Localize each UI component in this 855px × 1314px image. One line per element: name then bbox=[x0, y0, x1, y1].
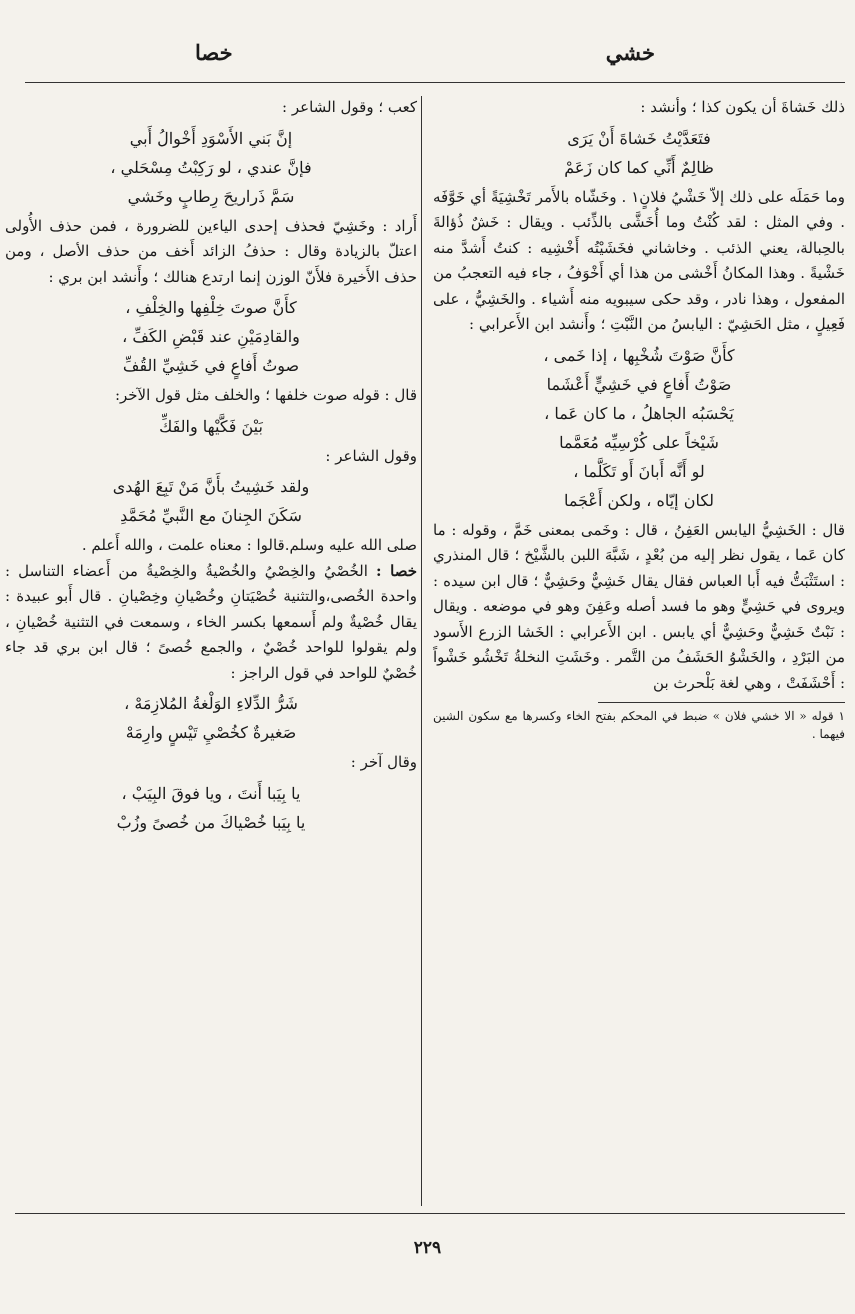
left-verse-1 bbox=[5, 124, 417, 211]
left-paragraph-5: صلى الله عليه وسلم.قالوا : معناه علمت ، والله أَعلم . bbox=[81, 536, 417, 554]
left-column bbox=[5, 95, 417, 840]
verse-line: فتَعَدَّيْتُ خَشاةَ أَنْ يَرَى bbox=[567, 128, 711, 148]
left-header-word: خصا bbox=[195, 40, 233, 65]
verse-line: يا بِيَبا أَنتَ ، ويا فوقَ البِيَبْ ، bbox=[121, 783, 301, 803]
right-column bbox=[433, 95, 845, 743]
page-number: ٢٢٩ bbox=[413, 1238, 442, 1258]
header-rule bbox=[25, 82, 845, 83]
left-paragraph-7: وقال آخر : bbox=[350, 753, 417, 771]
footnote: ١ قوله « الا خشي فلان » ضبط في المحكم بفتح الخاء وكسرها مع سكون الشين فيهما . bbox=[433, 709, 845, 741]
verse-line: كأَنَّ صوتَ خِلْفِها والخِلْفِ ، bbox=[125, 298, 297, 317]
right-verse-1 bbox=[433, 124, 845, 182]
left-paragraph-2: أَراد : وخَشِيّ فحذف إحدى الياءين للضرورة ، فمن حذف الأُولى اعتلّ بالزيادة وقال : حذفُ الزائد أَخف من حذف الأصل ، ومن حذف الأَخيرة فلأَنّ الوزن إنما ارتدع هنالك ؛ وأَنشد ابن بري : bbox=[5, 216, 417, 286]
footnote-rule bbox=[598, 702, 845, 703]
footer-rule bbox=[15, 1213, 845, 1214]
left-paragraph-4: وقول الشاعر : bbox=[325, 446, 417, 465]
left-paragraph-1: كعب ؛ وقول الشاعر : bbox=[282, 98, 417, 116]
right-paragraph-3: قال : الخَشِيُّ اليابس العَفِنُ ، قال : وخَمى بمعنى خَمَّ ، وقوله : ما كان عَما ، يقول نظر إليه من بُعْدٍ ، شَبَّهَ اللبن بالشَّيْخ ؛ قال المنذري : استَثْبَتُّ فيه أَبا العباس فقال يقال خَشِيٌّ وحَشِيٌّ ؛ قال ابن سيده : ويروى في حَشِيٍّ وهو ما فسد أصله وعَفِنَ وهو في موضعه . ويقال : نَبْتٌ خَشِيٌّ وحَشِيٌّ أي يابس . ابن الأَعرابي : الخَشا الزرع الأَسود من البَرْدِ ، والخَشْوُ الحَشَفُ من التَّمر . وخَشَتِ النخلةُ تَخْشُو خَشْواً : أَحْشَفَتْ ، وهي لغة بَلْحرث بن bbox=[433, 520, 845, 692]
left-verse-5 bbox=[5, 689, 417, 747]
entry-text: الخُصْيُ والخِصْيُ والخُصْيةُ والخِصْيةُ من أَعضاء التناسل : واحدة الخُصى،والتثنية خُصْيَتانِ وخُصْيانِ وخِصْيانِ . قال أَبو عبيدة : يقال خُصْيةٌ ولم أَسمعها بكسر الخاء ، وسمعت في التثنية خُصْيانِ ، ولم يقولوا للواحد خُصْيٌ ، والجمع خُصىً ؛ قال ابن بري قد جاء خُصْيٌ للواحد في قول الراجز : bbox=[5, 561, 417, 682]
verse-line: شَيْخاً على كُرْسِيِّه مُعَمَّما bbox=[559, 432, 719, 452]
verse-line: والقادِمَيْنِ عند قَبْضِ الكَفِّ ، bbox=[122, 327, 300, 346]
entry-khasa bbox=[5, 559, 417, 687]
left-verse-6 bbox=[5, 779, 417, 837]
verse-line: يا بِيَبا خُصْياكَ من خُصىً وزُبْ bbox=[116, 812, 306, 832]
verse-line: صوتُ أَفاعٍ في خَشِيِّ القُفِّ bbox=[122, 356, 300, 375]
left-verse-3 bbox=[5, 412, 417, 441]
verse-line: لكان إيّاه ، ولكن أَعْجَما bbox=[563, 490, 715, 510]
verse-line: ولقد خَشِيتُ بأَنَّ مَنْ تَبِعَ الهُدى bbox=[112, 477, 310, 496]
verse-line: صَغيرةٌ كخُصْيِ تَيْسٍ وارِمَهْ bbox=[125, 723, 297, 742]
left-verse-2 bbox=[5, 293, 417, 380]
entry-headword: خصا : bbox=[376, 561, 417, 580]
verse-line: شَرُّ الدِّلاءِ الوَلْغةُ المُلازِمَهْ ، bbox=[124, 694, 298, 713]
verse-line: سَكَنَ الجِنانَ مع النَّبيِّ مُحَمَّدِ bbox=[120, 506, 302, 525]
left-verse-4 bbox=[5, 472, 417, 530]
verse-line: لو أَنَّه أَبانَ أَو تَكَلَّما ، bbox=[573, 461, 705, 481]
right-paragraph-2: وما حَمَلَه على ذلك إلاّ خَشْيُ فلانٍ١ . وخَشّاه بالأَمر تَخْشِيَةً أي خَوَّفَه . وفي المثل : لقد كُنْتُ وما أُخَشَّى بالذِّئب . ويقال : خَشٌ ذُؤالةَ بالحِبالة، يعني الذئب . وخاشاني فخَشَيْتُه أَخْشِيه : كنتُ أَشدَّ منه خَشْيةً . وهذا المكانُ أَخْشى من هذا أي أَخْوَفُ ، جاء فيه التعجبُ من المفعول ، وهذا نادر ، وقد حكى سيبويه منه أَشياء . والخَشِيُّ ، على فَعِيلٍ ، مثل الحَشِيّ : اليابسُ من النَّبْتِ ؛ وأَنشد ابن الأَعرابي : bbox=[433, 187, 845, 333]
verse-line: صَوْتُ أَفاعٍ في خَشِيٍّ أَعْشَما bbox=[546, 374, 732, 394]
verse-line: بَيْنَ فَكَّيْها والفَكِّ bbox=[159, 416, 263, 436]
verse-line: ظالِمٌ أَنِّي كما كان زَعَمْ bbox=[564, 157, 714, 177]
right-header-word: خشي bbox=[605, 40, 655, 65]
verse-line: يَحْسَبُه الجاهلُ ، ما كان عَما ، bbox=[544, 403, 734, 423]
left-paragraph-3: قال : قوله صوت خلفها ؛ والخلف مثل قول الآخر: bbox=[114, 386, 417, 404]
right-paragraph-1: ذلك خَشاةَ أن يكون كذا ؛ وأنشد : bbox=[640, 98, 845, 116]
verse-line: كأَنَّ صَوْتَ شُخْبِها ، إذا خَمى ، bbox=[543, 345, 735, 365]
verse-line: فإنَّ عندي ، لو رَكِبْتُ مِسْحَلي ، bbox=[110, 157, 312, 177]
verse-line: إنَّ بَني الأَسْوَدِ أَخْوالُ أَبي bbox=[129, 128, 293, 148]
right-verse-2 bbox=[433, 341, 845, 515]
column-divider bbox=[421, 96, 422, 1206]
verse-line: سَمَّ ذَراريحَ رِطابٍ وخَشي bbox=[127, 186, 295, 206]
